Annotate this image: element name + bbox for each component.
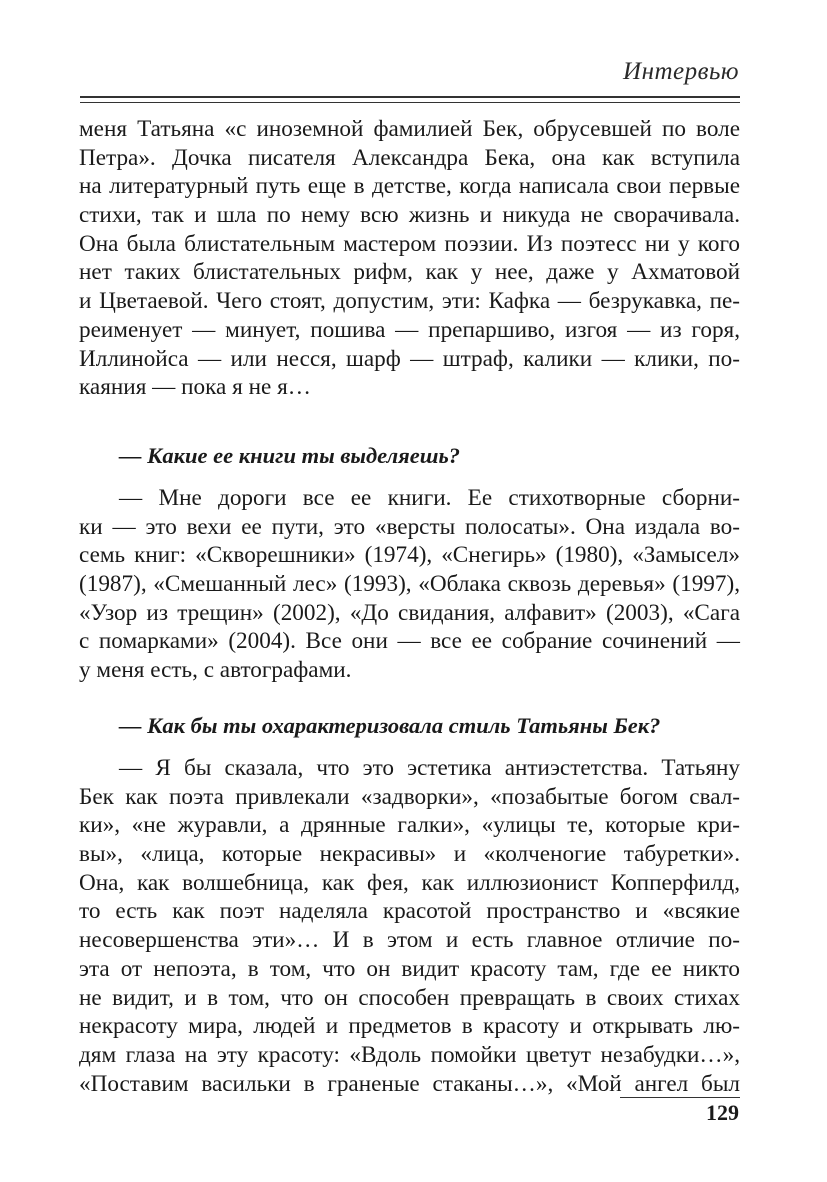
text-line: «Узор из трещин» (2002), «До свидания, алфавит» (2003), «Сага	[79, 599, 740, 626]
text-line: ки», «не журавли, а дрянные галки», «улицы те, которые кри-	[79, 812, 740, 839]
text-line: то есть как поэт наделяла красотой пространство и «всякие	[79, 898, 740, 925]
header-rule-thick	[80, 96, 740, 98]
text-line: с помарками» (2004). Все они — все ее собрание сочинений —	[79, 628, 740, 655]
text-line: «Поставим васильки в граненые стаканы…», «Мой ангел был	[79, 1070, 740, 1097]
text-line: вы», «лица, которые некрасивы» и «колченогие табуретки».	[79, 841, 740, 868]
text-line: Петра». Дочка писателя Александра Бека, она как вступила	[79, 144, 740, 171]
text-line: не видит, и в том, что он способен превращать в своих стихах	[79, 984, 740, 1011]
header-rule-thin	[80, 102, 740, 103]
text-line: семь книг: «Скворешники» (1974), «Снегирь» (1980), «Замысел»	[79, 542, 740, 569]
text-line: каяния — пока я не я…	[79, 374, 311, 401]
text-line: меня Татьяна «с иноземной фамилией Бек, обрусевшей по воле	[79, 116, 740, 142]
paragraph-1	[79, 115, 740, 402]
text-line: дям глаза на эту красоту: «Вдоль помойки цветут незабудки…»,	[79, 1041, 740, 1068]
text-line: эта от непоэта, в том, что он видит красоту там, где ее никто	[79, 955, 740, 982]
text-line: на литературный путь еще в детстве, когда написала свои первые	[79, 173, 740, 200]
text-line: — Я бы сказала, что это эстетика антиэстетства. Татьяну	[119, 755, 740, 781]
text-line: несовершенства эти»… И в этом и есть главное отличие по-	[79, 927, 740, 954]
text-line: Она, как волшебница, как фея, как иллюзионист Копперфилд,	[79, 869, 740, 896]
answer-2	[79, 754, 740, 1098]
text-line: некрасоту мира, людей и предметов в красоту и открывать лю-	[79, 1013, 740, 1040]
text-line: — Мне дороги все ее книги. Ее стихотворные сборни-	[119, 485, 740, 511]
text-line: реименует — минует, пошива — препаршиво, изгоя — из горя,	[79, 316, 740, 343]
text-line: Она была блистательным мастером поэзии. Из поэтесс ни у кого	[79, 230, 740, 257]
text-line: ки — это вехи ее пути, это «версты полосаты». Она издала во-	[79, 513, 740, 540]
text-line: у меня есть, с автографами.	[79, 657, 352, 684]
text-line: (1987), «Смешанный лес» (1993), «Облака сквозь деревья» (1997),	[79, 571, 740, 598]
text-line: и Цветаевой. Чего стоят, допустим, эти: Кафка — безрукавка, пе-	[79, 288, 740, 315]
answer-1	[79, 484, 740, 685]
page-number: 129	[706, 1100, 739, 1125]
text-line: Иллинойса — или несся, шарф — штраф, калики — клики, по-	[79, 345, 740, 372]
text-line: стихи, так и шла по нему всю жизнь и никуда не сворачивала.	[79, 202, 740, 229]
interview-question: — Как бы ты охарактеризовала стиль Татьяны Бек?	[119, 713, 661, 738]
text-line: нет таких блистательных рифм, как у нее, даже у Ахматовой	[79, 259, 740, 286]
footer-rule	[620, 1097, 740, 1098]
text-line: Бек как поэта привлекали «задворки», «позабытые богом свал-	[79, 783, 740, 810]
running-title: Интервью	[623, 58, 739, 85]
interview-question: — Какие ее книги ты выделяешь?	[119, 443, 461, 468]
